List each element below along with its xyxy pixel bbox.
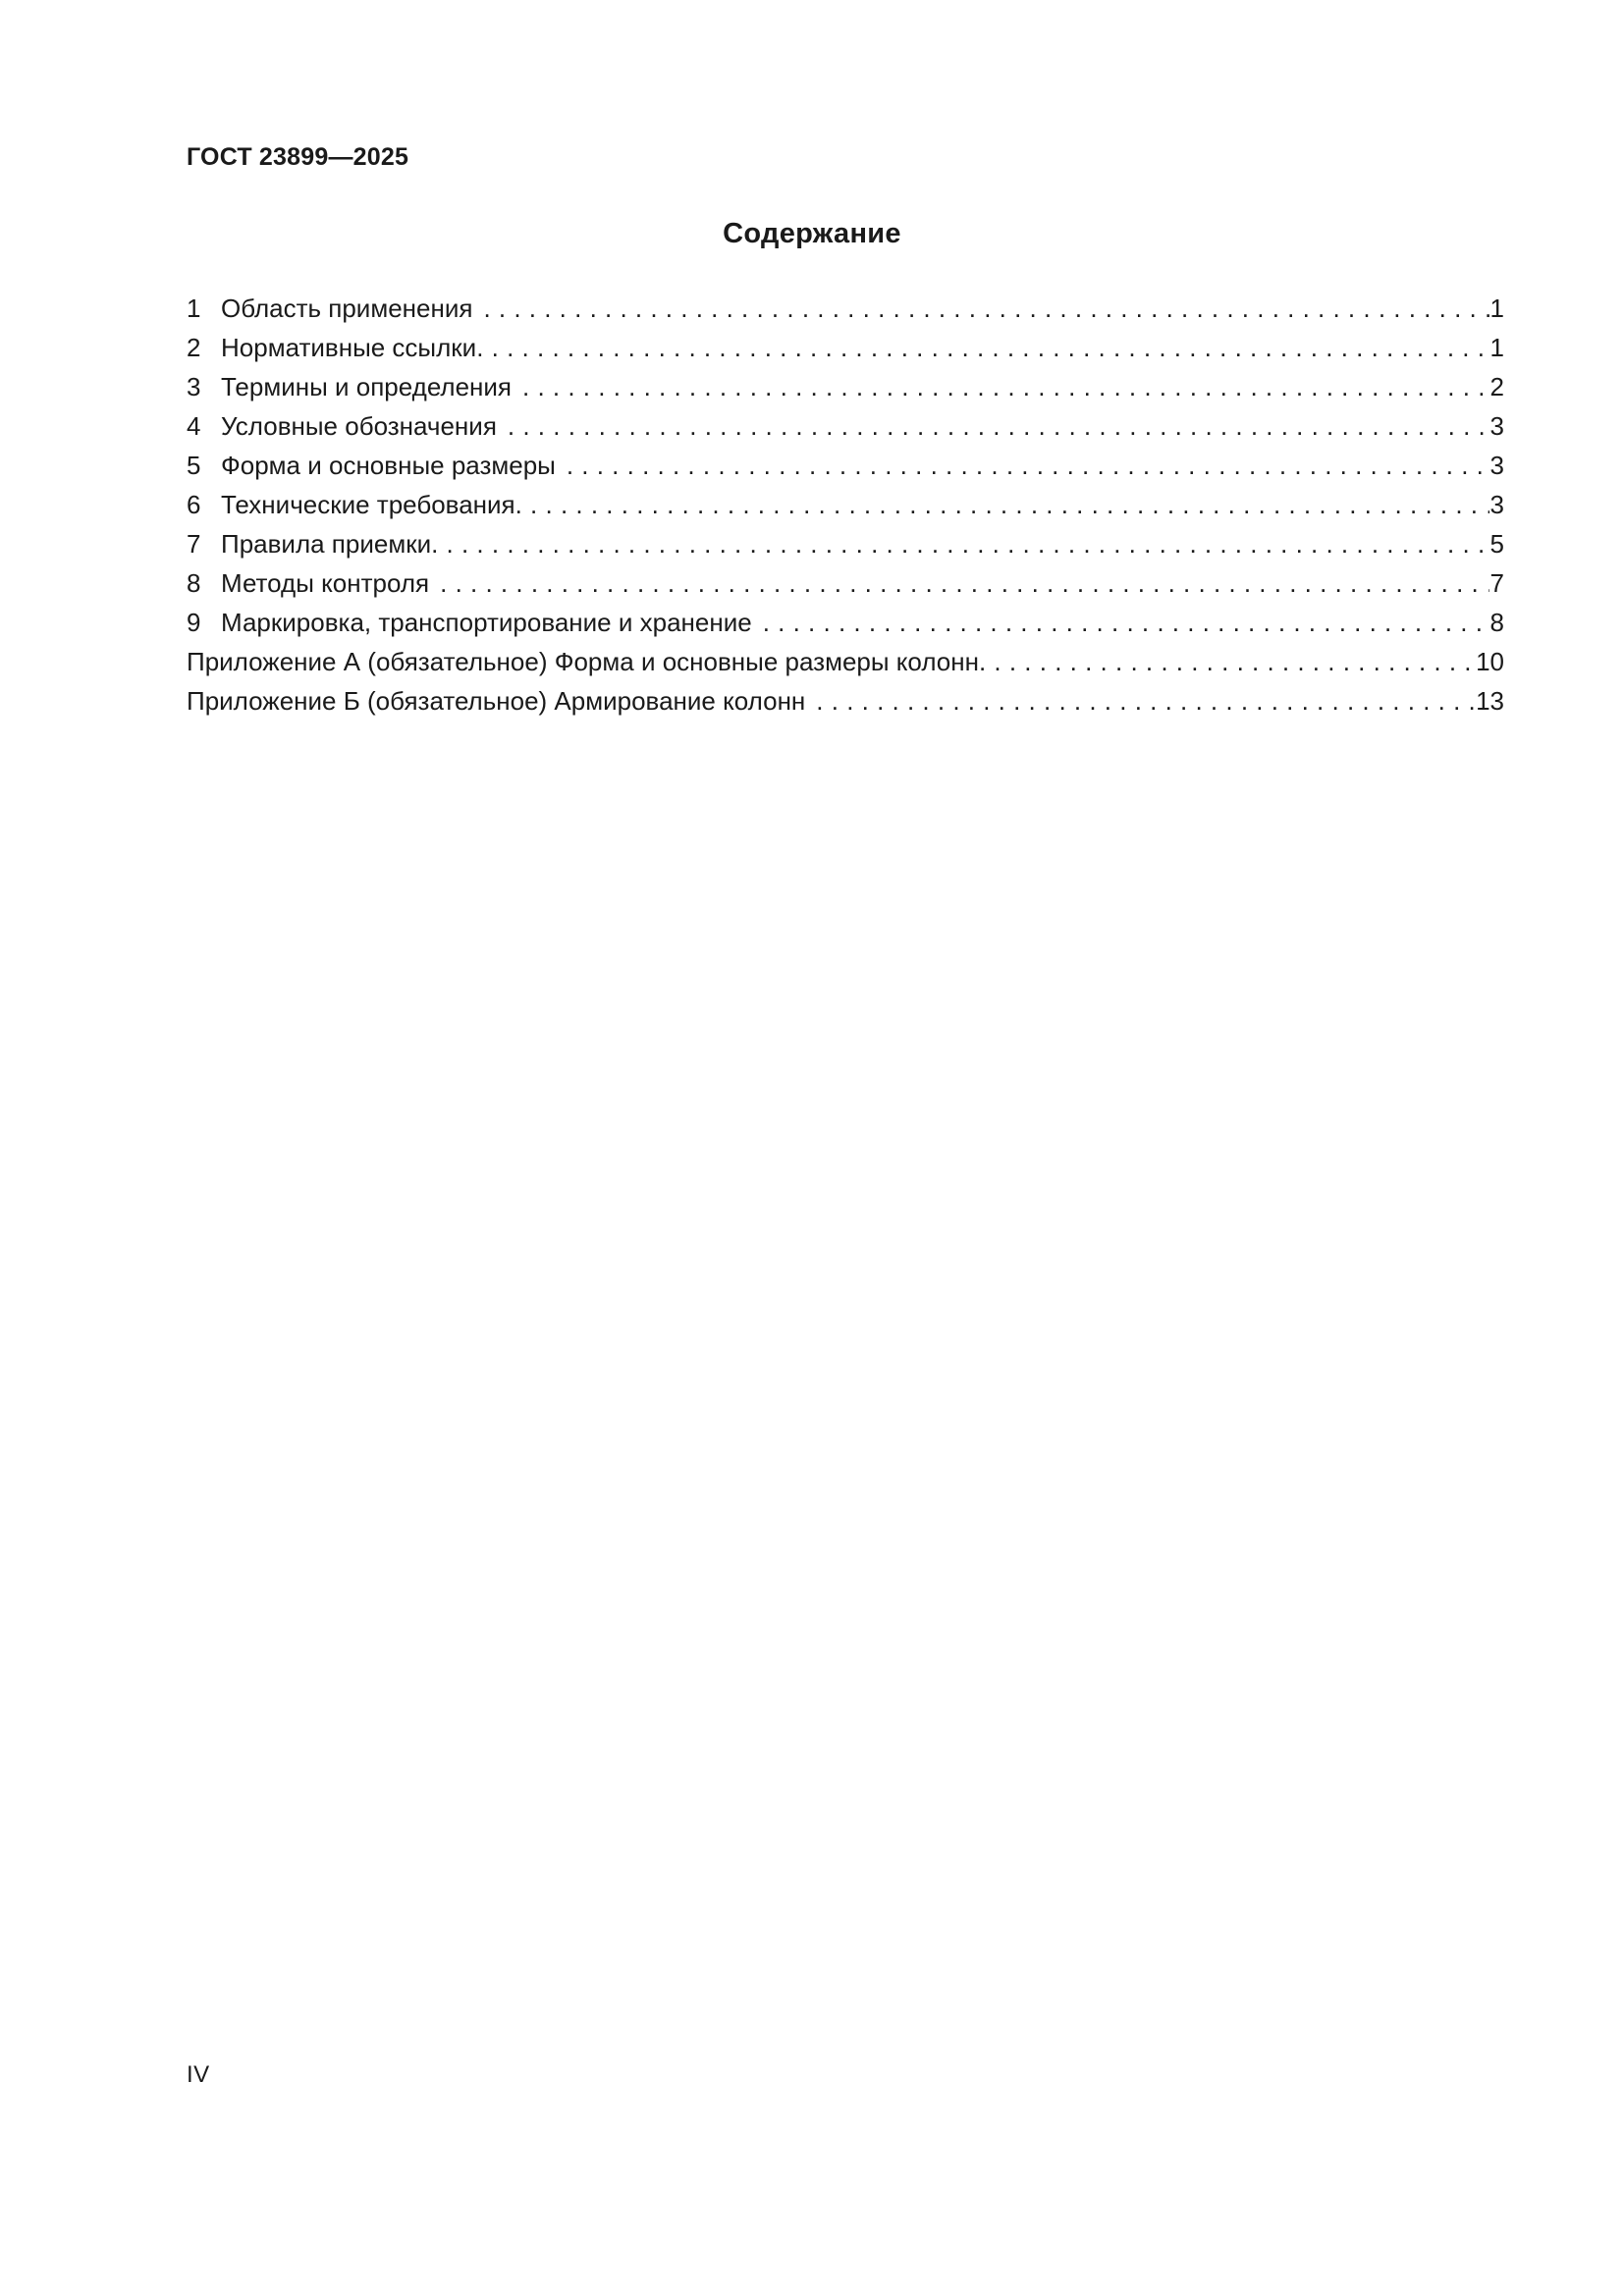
toc-entry-page-number: 3 <box>1489 490 1504 519</box>
toc-entry-label: Форма и основные размеры <box>221 451 556 480</box>
toc-entry-label: Маркировка, транспортирование и хранение <box>221 608 752 637</box>
toc-entry[interactable] <box>187 681 1504 721</box>
toc-entry-page-number: 7 <box>1489 568 1504 598</box>
toc-entry[interactable] <box>187 524 1504 563</box>
toc-dot-leader <box>515 485 1489 524</box>
toc-entry[interactable] <box>187 328 1504 367</box>
toc-entry-page-number: 10 <box>1476 647 1504 676</box>
toc-entry[interactable] <box>187 289 1504 328</box>
toc-entry-number: 9 <box>187 608 201 637</box>
toc-entry-number: 2 <box>187 333 201 362</box>
toc-entry[interactable] <box>187 485 1504 524</box>
toc-entry-page-number: 3 <box>1489 451 1504 480</box>
toc-entry[interactable] <box>187 603 1504 642</box>
toc-entry[interactable] <box>187 406 1504 446</box>
toc-entry[interactable] <box>187 563 1504 603</box>
toc-entry-number: 3 <box>187 372 201 401</box>
toc-dot-leader <box>763 603 1489 642</box>
page-title: Содержание <box>723 218 901 249</box>
toc-entry[interactable] <box>187 367 1504 406</box>
toc-entry-page-number: 2 <box>1489 372 1504 401</box>
toc-entry-number: 7 <box>187 529 201 559</box>
toc-dot-leader <box>979 642 1475 681</box>
toc-entry-number: 6 <box>187 490 201 519</box>
toc-entry-label: Область применения <box>221 294 473 323</box>
toc-entry-page-number: 1 <box>1489 294 1504 323</box>
toc-entry-label: Приложение Б (обязательное) Армирование колонн <box>187 686 806 716</box>
toc-entry-label: Методы контроля <box>221 568 430 598</box>
toc-entry-page-number: 5 <box>1489 529 1504 559</box>
toc-entry-number: 1 <box>187 294 201 323</box>
page-folio-number: IV <box>187 2061 210 2088</box>
toc-dot-leader <box>431 524 1489 563</box>
toc-entry-label: Приложение А (обязательное) Форма и основные размеры колонн <box>187 647 979 676</box>
toc-entry-number: 4 <box>187 411 201 441</box>
toc-dot-leader <box>508 406 1489 446</box>
toc-entry-number: 5 <box>187 451 201 480</box>
table-of-contents <box>187 289 1504 721</box>
toc-dot-leader <box>816 681 1475 721</box>
toc-entry[interactable] <box>187 642 1504 681</box>
document-header-standard-number: ГОСТ 23899—2025 <box>187 143 409 171</box>
toc-entry-page-number: 1 <box>1489 333 1504 362</box>
toc-entry-page-number: 13 <box>1476 686 1504 716</box>
toc-entry-label: Условные обозначения <box>221 411 497 441</box>
toc-dot-leader <box>567 446 1489 485</box>
toc-entry-label: Термины и определения <box>221 372 513 401</box>
toc-entry-label: Технические требования <box>221 490 515 519</box>
toc-entry-label: Нормативные ссылки <box>221 333 477 362</box>
toc-entry-number: 8 <box>187 568 201 598</box>
toc-entry-page-number: 8 <box>1489 608 1504 637</box>
toc-entry-page-number: 3 <box>1489 411 1504 441</box>
toc-dot-leader <box>522 367 1489 406</box>
toc-dot-leader <box>440 563 1489 603</box>
toc-dot-leader <box>483 289 1489 328</box>
toc-dot-leader <box>476 328 1489 367</box>
toc-entry-label: Правила приемки <box>221 529 432 559</box>
toc-entry[interactable] <box>187 446 1504 485</box>
